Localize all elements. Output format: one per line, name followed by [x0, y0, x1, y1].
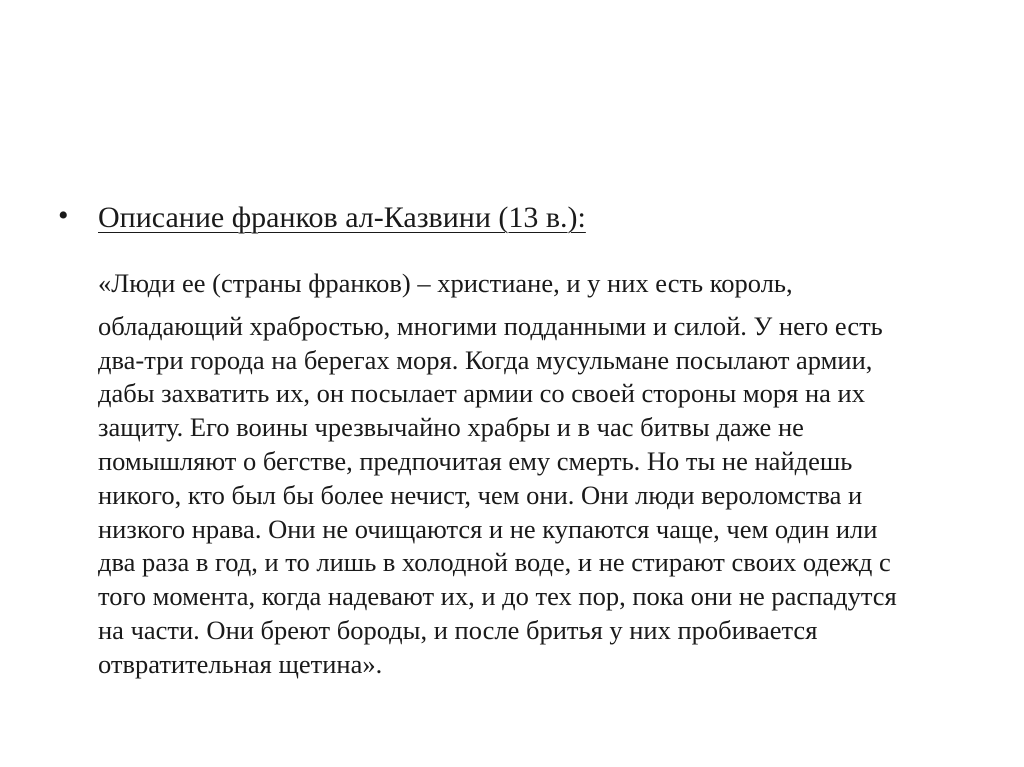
quote-line: обладающий храбростью, многими подданными и силой. У него есть — [98, 310, 883, 341]
quote-line: два раза в год, и то лишь в холодной воде, и не стирают своих одежд с — [98, 547, 891, 578]
quote-line: «Люди ее (страны франков) – христиане, и у них есть король, — [98, 268, 793, 298]
quote-line: два-три города на берегах моря. Когда мусульмане посылают армии, — [98, 344, 873, 375]
quote-line: отвратительная щетина». — [98, 648, 383, 679]
quote-line: дабы захватить их, он посылает армии со своей стороны моря на их — [98, 378, 865, 409]
quote-line: помышляют о бегстве, предпочитая ему смерть. Но ты не найдешь — [98, 445, 853, 476]
quote-line: на части. Они бреют бороды, и после бритья у них пробивается — [98, 614, 818, 645]
quote-line: никого, кто был бы более нечист, чем они. Они люди вероломства и — [98, 479, 863, 510]
quote-line: защиту. Его воины чрезвычайно храбры и в час битвы даже не — [98, 412, 804, 443]
quote-line: низкого нрава. Они не очищаются и не купаются чаще, чем один или — [98, 513, 878, 544]
quote-line: того момента, когда надевают их, и до тех пор, пока они не распадутся — [98, 581, 897, 612]
quote-block — [98, 267, 978, 682]
bullet-marker: • — [58, 199, 69, 232]
slide-heading: Описание франков ал-Казвини (13 в.): — [98, 201, 586, 234]
